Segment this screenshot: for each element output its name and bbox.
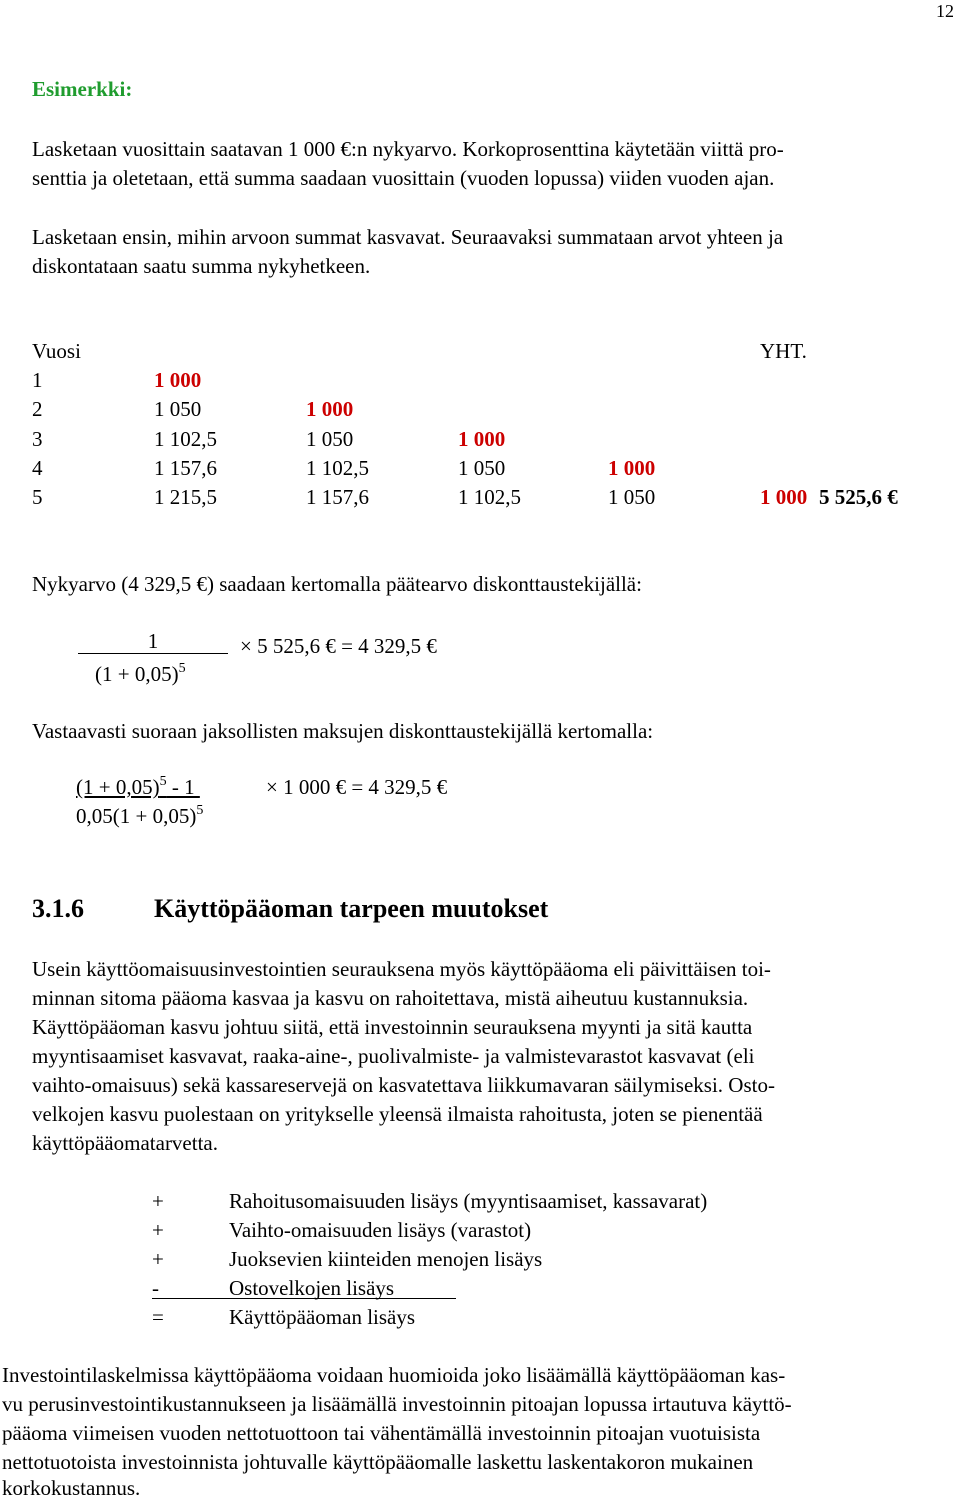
formula-2-rhs: × 1 000 € = 4 329,5 € xyxy=(266,775,448,799)
formula-2-numerator-a: (1 + 0,05) xyxy=(76,775,160,799)
method-line-2: diskontataan saatu summa nykyhetkeen. xyxy=(32,254,371,278)
list-symbol: = xyxy=(152,1305,164,1329)
year-cell: 5 xyxy=(32,485,43,509)
formula-1-exponent: 5 xyxy=(178,661,186,676)
value-cell: 1 215,5 xyxy=(154,485,217,509)
formula-1-rhs: × 5 525,6 € = 4 329,5 € xyxy=(240,634,437,658)
body-line: vaihto-omaisuus) sekä kassareservejä on kasvatettava liikkumavaran säilymiseksi. Osto- xyxy=(32,1073,775,1097)
list-symbol: + xyxy=(152,1189,164,1213)
value-cell: 1 157,6 xyxy=(154,456,217,480)
present-value-text: Nykyarvo (4 329,5 €) saadaan kertomalla päätearvo diskonttaustekijällä: xyxy=(32,572,642,596)
year-cell: 2 xyxy=(32,397,43,421)
list-text: Käyttöpääoman lisäys xyxy=(229,1305,416,1329)
formula-2-denominator-text: 0,05(1 + 0,05) xyxy=(76,804,197,828)
list-symbol: + xyxy=(152,1218,164,1242)
body-line: käyttöpääomatarvetta. xyxy=(32,1131,218,1155)
list-text: Rahoitusomaisuuden lisäys (myyntisaamiset, kassavarat) xyxy=(229,1189,708,1213)
formula-1-numerator-text: 1 xyxy=(147,629,159,653)
year-cell: 4 xyxy=(32,456,43,480)
list-text: Juoksevien kiinteiden menojen lisäys xyxy=(229,1247,543,1271)
value-cell: 1 102,5 xyxy=(154,427,217,451)
formula-1-numerator xyxy=(78,629,228,654)
formula-2-denominator-exponent: 5 xyxy=(196,803,204,818)
total-cell: 5 525,6 € xyxy=(819,485,898,509)
formula-2-numerator xyxy=(76,773,200,802)
body-line: vu perusinvestointikustannukseen ja lisäämällä investoinnin pitoajan lopussa irtautuva käyttö- xyxy=(2,1392,792,1416)
intro-line-2: senttia ja oletetaan, että summa saadaan vuosittain (vuoden lopussa) viiden vuoden ajan. xyxy=(32,166,775,190)
page-number: 12 xyxy=(936,1,954,21)
body-line: nettotuotoista investoinnista johtuvalle käyttöpääomalle laskettu laskentakoron mukainen xyxy=(2,1450,754,1474)
body-line: myyntisaamiset kasvavat, raaka-aine-, puolivalmiste- ja valmistevarastot kasvavat (eli xyxy=(32,1044,755,1068)
formula-2-denominator xyxy=(76,802,203,831)
list-item xyxy=(152,1274,456,1299)
intro-line-1: Lasketaan vuosittain saatavan 1 000 €:n nykyarvo. Korkoprosenttina käytetään viittä pro- xyxy=(32,137,784,161)
value-cell: 1 050 xyxy=(608,485,656,509)
value-cell: 1 050 xyxy=(458,456,506,480)
formula-2-numerator-exponent: 5 xyxy=(159,774,167,789)
value-cell: 1 157,6 xyxy=(306,485,369,509)
formula-2-numerator-b: - 1 xyxy=(166,775,200,799)
value-cell: 1 000 xyxy=(458,427,506,451)
value-cell: 1 000 xyxy=(306,397,354,421)
list-symbol: - xyxy=(152,1276,159,1300)
list-symbol: + xyxy=(152,1247,164,1271)
header-total: YHT. xyxy=(760,339,807,363)
value-cell: 1 102,5 xyxy=(306,456,369,480)
body-line: Investointilaskelmissa käyttöpääoma voidaan huomioida joko lisäämällä käyttöpääoman kas- xyxy=(2,1363,786,1387)
value-cell: 1 000 xyxy=(760,485,808,509)
list-text: Ostovelkojen lisäys xyxy=(229,1276,395,1300)
value-cell: 1 050 xyxy=(306,427,354,451)
formula-1-denominator-text: (1 + 0,05) xyxy=(95,662,179,686)
value-cell: 1 050 xyxy=(154,397,202,421)
body-line: Käyttöpääoman kasvu johtuu siitä, että investoinnin seurauksena myynti ja sitä kautta xyxy=(32,1015,753,1039)
header-year: Vuosi xyxy=(32,339,81,363)
body-line: velkojen kasvu puolestaan on yritykselle yleensä ilmaista rahoitusta, joten se pienentää xyxy=(32,1102,763,1126)
body-line: pääoma viimeisen vuoden nettotuottoon tai vähentämällä investoinnin pitoajan vuotuisista xyxy=(2,1421,761,1445)
formula-1-denominator xyxy=(95,660,186,689)
body-line: minnan sitoma pääoma kasvaa ja kasvu on rahoitettava, mistä aiheutuu kustannuksia. xyxy=(32,986,749,1010)
year-cell: 1 xyxy=(32,368,43,392)
example-heading: Esimerkki: xyxy=(32,77,133,101)
list-text: Vaihto-omaisuuden lisäys (varastot) xyxy=(229,1218,532,1242)
value-cell: 1 000 xyxy=(154,368,202,392)
method-line-1: Lasketaan ensin, mihin arvoon summat kasvavat. Seuraavaksi summataan arvot yhteen ja xyxy=(32,225,784,249)
value-cell: 1 000 xyxy=(608,456,656,480)
section-title: Käyttöpääoman tarpeen muutokset xyxy=(154,894,549,923)
value-cell: 1 102,5 xyxy=(458,485,521,509)
body-line: korkokustannus. xyxy=(2,1476,141,1500)
body-line: Usein käyttöomaisuusinvestointien seurauksena myös käyttöpääoma eli päivittäisen toi- xyxy=(32,957,771,981)
annuity-text: Vastaavasti suoraan jaksollisten maksujen diskonttaustekijällä kertomalla: xyxy=(32,719,654,743)
year-cell: 3 xyxy=(32,427,43,451)
section-number: 3.1.6 xyxy=(32,894,84,923)
